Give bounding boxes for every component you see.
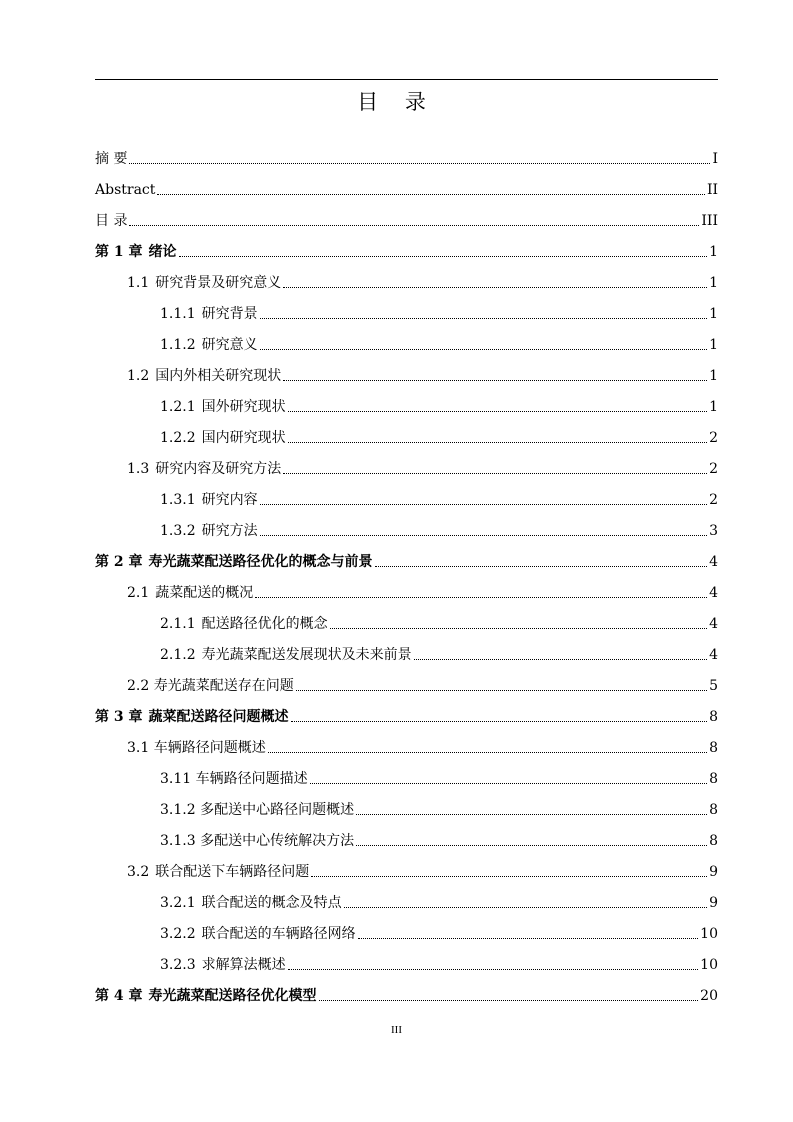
toc-entry-page: 1 [709, 244, 718, 260]
toc-leader-dots [288, 411, 707, 412]
toc-entry-title: 联合配送下车辆路径问题 [155, 864, 310, 880]
toc-entry-number: 1.1.1 [160, 306, 196, 322]
toc-entry-page: 4 [709, 616, 718, 632]
toc-entry-page: 2 [709, 461, 718, 477]
toc-leader-dots [260, 349, 707, 350]
toc-entry-number: 2.1 [127, 585, 150, 601]
toc-entry-title: 研究意义 [201, 337, 258, 353]
toc-leader-dots [283, 380, 707, 381]
toc-entry[interactable] [0, 828, 793, 850]
toc-entry-title: 国外研究现状 [201, 399, 286, 415]
toc-entry-page: 8 [709, 802, 718, 818]
toc-leader-dots [310, 783, 707, 784]
toc-entry-page: III [701, 213, 718, 229]
toc-entry-page: 1 [709, 306, 718, 322]
toc-entry-page: 8 [709, 771, 718, 787]
toc-entry[interactable] [0, 487, 793, 509]
toc-leader-dots [260, 535, 707, 536]
toc-entry-page: 1 [709, 399, 718, 415]
toc-entry[interactable] [0, 580, 793, 602]
toc-entry-page: 20 [700, 988, 718, 1004]
toc-entry-page: 4 [709, 585, 718, 601]
toc-entry-page: 4 [709, 554, 718, 570]
toc-entry-number: 3.2.2 [160, 926, 196, 942]
toc-entry[interactable] [0, 363, 793, 385]
toc-leader-dots [283, 473, 707, 474]
toc-entry-title: 3.1.3 多配送中心传统解决方法 [160, 833, 355, 849]
toc-entry-number: 1.2 [127, 368, 150, 384]
toc-entry[interactable] [0, 146, 793, 168]
toc-entry-number: 1.3.1 [160, 492, 196, 508]
toc-entry[interactable] [0, 549, 793, 571]
toc-leader-dots [283, 287, 707, 288]
toc-leader-dots [296, 690, 707, 691]
toc-entry-title: 摘 要 [95, 151, 128, 167]
toc-leader-dots [311, 876, 707, 877]
toc-entry-page: I [712, 151, 718, 167]
toc-entry-title: 研究背景及研究意义 [155, 275, 282, 291]
toc-entry-number: 1.2.1 [160, 399, 196, 415]
toc-entry-page: 9 [709, 895, 718, 911]
toc-leader-dots [157, 194, 705, 195]
toc-leader-dots [356, 814, 707, 815]
toc-entry-title: 目 录 [95, 213, 128, 229]
toc-leader-dots [344, 907, 707, 908]
toc-entry-page: 8 [709, 740, 718, 756]
toc-entry-number: 2.1.1 [160, 616, 196, 632]
toc-leader-dots [179, 256, 708, 257]
toc-entry-title: 联合配送的概念及特点 [201, 895, 342, 911]
toc-entry-title: Abstract [95, 182, 156, 198]
toc-entry-title: 寿光蔬菜配送路径优化模型 [148, 988, 317, 1004]
toc-entry-page: 3 [709, 523, 718, 539]
toc-entry[interactable] [0, 797, 793, 819]
toc-entry-page: 5 [709, 678, 718, 694]
toc-entry[interactable] [0, 890, 793, 912]
toc-leader-dots [356, 845, 707, 846]
toc-entry-title: 寿光蔬菜配送发展现状及未来前景 [201, 647, 412, 663]
toc-entry-title: 3.1.2 多配送中心路径问题概述 [160, 802, 355, 818]
toc-entry-page: 4 [709, 647, 718, 663]
toc-entry[interactable] [0, 270, 793, 292]
toc-entry-number: 3.2.1 [160, 895, 196, 911]
toc-entry-title: 国内研究现状 [201, 430, 286, 446]
toc-entry-number: 第 2 章 [95, 554, 143, 570]
toc-entry-title: 配送路径优化的概念 [201, 616, 328, 632]
toc-entry-title: 联合配送的车辆路径网络 [201, 926, 356, 942]
toc-leader-dots [260, 504, 707, 505]
toc-entry[interactable] [0, 425, 793, 447]
toc-entry-page: 1 [709, 337, 718, 353]
toc-entry-page: 9 [709, 864, 718, 880]
toc-entry[interactable] [0, 766, 793, 788]
toc-entry-title: 3.1 车辆路径问题概述 [127, 740, 266, 756]
toc-entry[interactable] [0, 952, 793, 974]
toc-entry[interactable] [0, 704, 793, 726]
toc-entry-title: 研究背景 [201, 306, 258, 322]
toc-entry-title: 研究内容 [201, 492, 258, 508]
toc-entry-page: 10 [700, 926, 718, 942]
toc-entry-title: 蔬菜配送的概况 [155, 585, 254, 601]
toc-entry-title: 寿光蔬菜配送路径优化的概念与前景 [148, 554, 373, 570]
toc-entry-number: 1.1.2 [160, 337, 196, 353]
toc-entry[interactable] [0, 673, 793, 695]
toc-entry-title: 2.2 寿光蔬菜配送存在问题 [127, 678, 294, 694]
toc-entry[interactable] [0, 394, 793, 416]
toc-entry-number: 1.1 [127, 275, 150, 291]
toc-entry-title: 蔬菜配送路径问题概述 [148, 709, 289, 725]
toc-entry-number: 第 4 章 [95, 988, 143, 1004]
toc-entry-number: 1.2.2 [160, 430, 196, 446]
toc-entry-page: 8 [709, 833, 718, 849]
toc-entry-number: 3.2.3 [160, 957, 196, 973]
toc-entry[interactable] [0, 518, 793, 540]
toc-leader-dots [291, 721, 708, 722]
toc-leader-dots [358, 938, 699, 939]
toc-entry-title: 求解算法概述 [201, 957, 286, 973]
toc-entry[interactable] [0, 611, 793, 633]
toc-entry[interactable] [0, 735, 793, 757]
toc-entry-page: 2 [709, 430, 718, 446]
toc-entry[interactable] [0, 983, 793, 1005]
toc-entry-page: II [706, 182, 718, 198]
toc-entry-title: 研究方法 [201, 523, 258, 539]
toc-entry-page: 1 [709, 275, 718, 291]
toc-entry-title: 研究内容及研究方法 [155, 461, 282, 477]
toc-entry-page: 10 [700, 957, 718, 973]
toc-entry[interactable] [0, 177, 793, 199]
toc-entry-page: 2 [709, 492, 718, 508]
toc-entry-number: 2.1.2 [160, 647, 196, 663]
toc-leader-dots [129, 225, 699, 226]
toc-leader-dots [375, 566, 708, 567]
footer-page-number: III [391, 1024, 402, 1036]
page-title: 目 录 [357, 90, 436, 114]
toc-entry-number: 第 1 章 [95, 244, 143, 260]
toc-entry-title: 3.11 车辆路径问题描述 [160, 771, 308, 787]
toc-leader-dots [268, 752, 707, 753]
toc-entry-title: 国内外相关研究现状 [155, 368, 282, 384]
toc-leader-dots [288, 442, 707, 443]
toc-leader-dots [260, 318, 707, 319]
toc-leader-dots [319, 1000, 699, 1001]
toc-leader-dots [255, 597, 707, 598]
toc-entry[interactable] [0, 642, 793, 664]
toc-entry-page: 1 [709, 368, 718, 384]
toc-entry-page: 8 [709, 709, 718, 725]
toc-entry-number: 3.2 [127, 864, 150, 880]
toc-entry[interactable] [0, 332, 793, 354]
toc-entry[interactable] [0, 859, 793, 881]
toc-leader-dots [414, 659, 707, 660]
toc-entry-title: 绪论 [148, 244, 177, 260]
toc-entry-number: 第 3 章 [95, 709, 143, 725]
toc-entry-number: 1.3.2 [160, 523, 196, 539]
toc-leader-dots [330, 628, 707, 629]
toc-entry[interactable] [0, 921, 793, 943]
toc-leader-dots [129, 163, 710, 164]
toc-leader-dots [288, 969, 699, 970]
toc-entry[interactable] [0, 239, 793, 261]
toc-entry-number: 1.3 [127, 461, 150, 477]
toc-entry[interactable] [0, 208, 793, 230]
toc-entry[interactable] [0, 301, 793, 323]
toc-entry[interactable] [0, 456, 793, 478]
